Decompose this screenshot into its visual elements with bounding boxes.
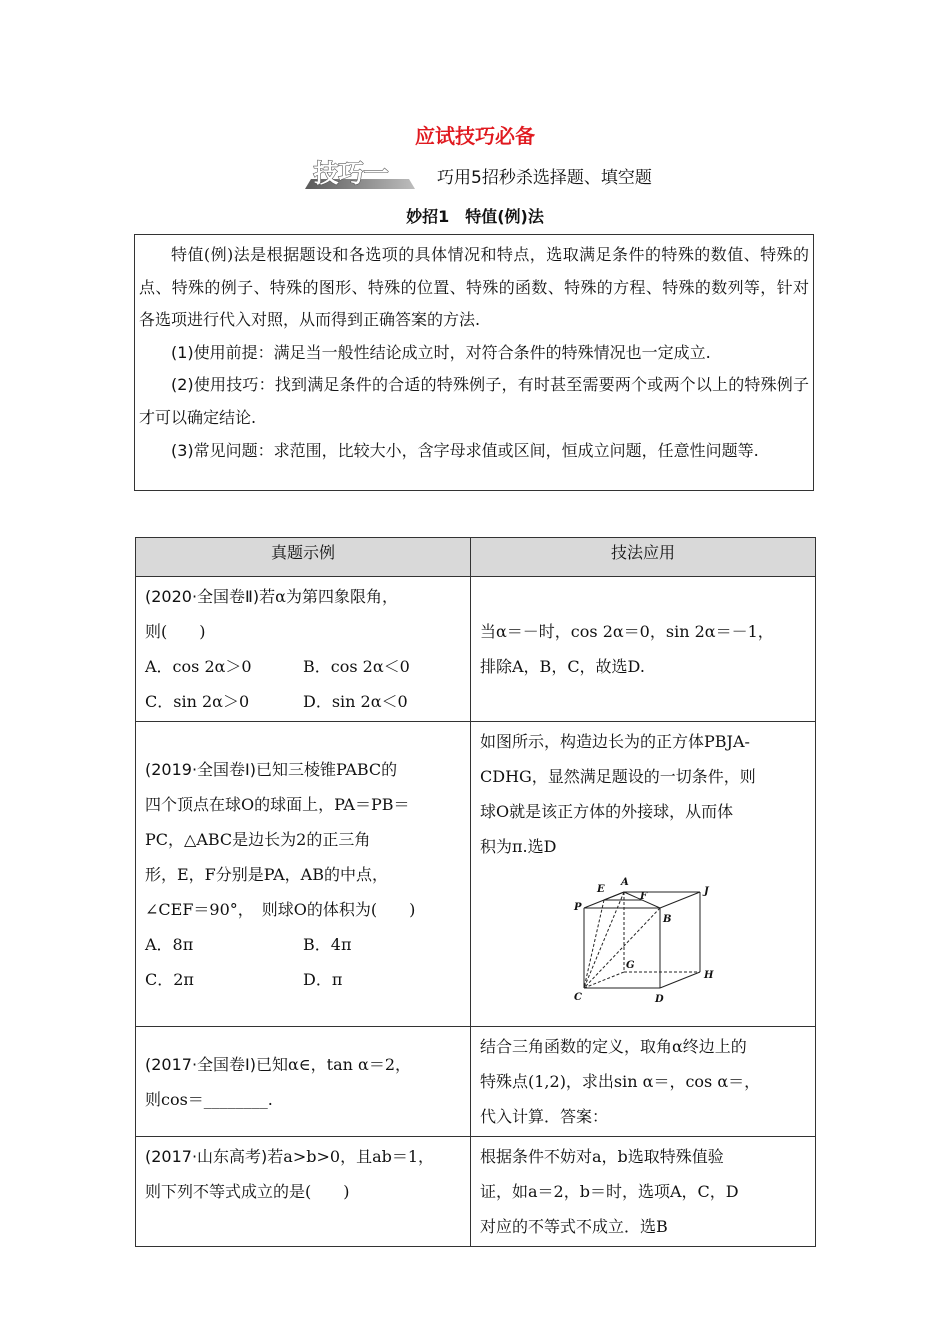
question-cell: (2020·全国卷Ⅱ)若α为第四象限角， 则( ) A．cos 2α＞0 B．cos 2α＜0 C．sin 2α＞0 D．sin 2α＜0: [136, 577, 471, 722]
label-d: D: [655, 994, 664, 1005]
option-b: B．cos 2α＜0: [303, 657, 410, 676]
solution-cell: 结合三角函数的定义，取角α终边上的 特殊点(1,2)，求出sin α＝，cos α＝， 代入计算．答案：: [471, 1027, 816, 1137]
problems-paragraph: (3)常见问题：求范围，比较大小，含字母求值或区间，恒成立问题，任意性问题等.: [171, 440, 759, 460]
label-f: F: [640, 891, 648, 902]
label-a: A: [621, 877, 629, 888]
premise-label: (1)使用前提: [171, 342, 258, 362]
section-heading: 妙招1 特值(例)法: [406, 207, 544, 226]
source-label: (2017·全国卷Ⅰ): [145, 1054, 257, 1074]
cube-figure: [576, 872, 726, 1022]
table-row: [136, 1027, 816, 1137]
problems-label: (3)常见问题: [171, 440, 258, 460]
label-e: E: [597, 884, 605, 895]
option-d: D．sin 2α＜0: [303, 692, 408, 711]
technique-label: (2)使用技巧: [171, 375, 259, 395]
label-b: B: [663, 914, 672, 925]
premise-paragraph: (1)使用前提：满足当一般性结论成立时，对符合条件的特殊情况也一定成立.: [171, 342, 711, 362]
badge-icon: [305, 157, 415, 189]
solution-cell: 当α＝－时，cos 2α＝0，sin 2α＝－1， 排除A，B，C，故选D.: [471, 577, 816, 722]
intro-box: [134, 234, 814, 491]
header-examples: 真题示例: [136, 538, 471, 577]
table-row: [136, 722, 816, 1027]
label-p: P: [574, 902, 582, 913]
badge-label: 技巧一: [313, 159, 389, 188]
question-cell: (2017·山东高考)若a>b>0，且ab＝1， 则下列不等式成立的是( ): [136, 1137, 471, 1247]
option-d: D．π: [303, 969, 343, 989]
source-label: (2019·全国卷Ⅰ): [145, 759, 257, 779]
label-g: G: [626, 960, 635, 971]
label-j: J: [704, 886, 709, 897]
question-cell: (2017·全国卷Ⅰ)已知α∈，tan α＝2， 则cos＝________.: [136, 1027, 471, 1137]
technique-paragraph: (2)使用技巧：找到满足条件的合适的特殊例子，有时甚至需要两个或两个以上的特殊例子才可以确定结论.: [139, 375, 809, 427]
table-header-row: [136, 538, 816, 577]
subtitle: 巧用5招秒杀选择题、填空题: [437, 168, 652, 188]
option-a: A．cos 2α＞0: [145, 657, 252, 676]
option-c: C．2π: [145, 969, 194, 989]
table-row: [136, 577, 816, 722]
page-title: 应试技巧必备: [415, 124, 535, 148]
option-c: C．sin 2α＞0: [145, 692, 250, 711]
intro-paragraph: 特值(例)法是根据题设和各选项的具体情况和特点，选取满足条件的特殊的数值、特殊的点、特殊的例子、特殊的图形、特殊的位置、特殊的函数、特殊的方程、特殊的数列等，针对各选项进行代入对照，从而得到正确答案的方法.: [139, 245, 809, 330]
label-h: H: [704, 970, 714, 981]
label-c: C: [574, 992, 582, 1003]
table-row: [136, 1137, 816, 1247]
option-a: A．8π: [145, 934, 194, 954]
question-cell: (2019·全国卷Ⅰ)已知三棱锥PABC的 四个顶点在球O的球面上，PA＝PB＝ PC，△ABC是边长为2的正三角 形，E，F分别是PA，AB的中点， ∠CEF＝90°， 则球O的体积为( ) A．8π B．4π C．2π D．π: [136, 722, 471, 1027]
examples-table: [135, 537, 816, 1247]
solution-cell: 如图所示，构造边长为的正方体PBJA- CDHG，显然满足题设的一切条件，则 球O就是该正方体的外接球，从而体 积为π.选D E A F J P B G C H D: [471, 722, 816, 1027]
source-label: (2020·全国卷Ⅱ): [145, 587, 260, 606]
source-label: (2017·山东高考): [145, 1147, 268, 1166]
header-techniques: 技法应用: [471, 538, 816, 577]
option-b: B．4π: [303, 934, 352, 954]
solution-cell: 根据条件不妨对a，b选取特殊值验 证，如a＝2，b＝时，选项A，C，D 对应的不等式不成立．选B: [471, 1137, 816, 1247]
